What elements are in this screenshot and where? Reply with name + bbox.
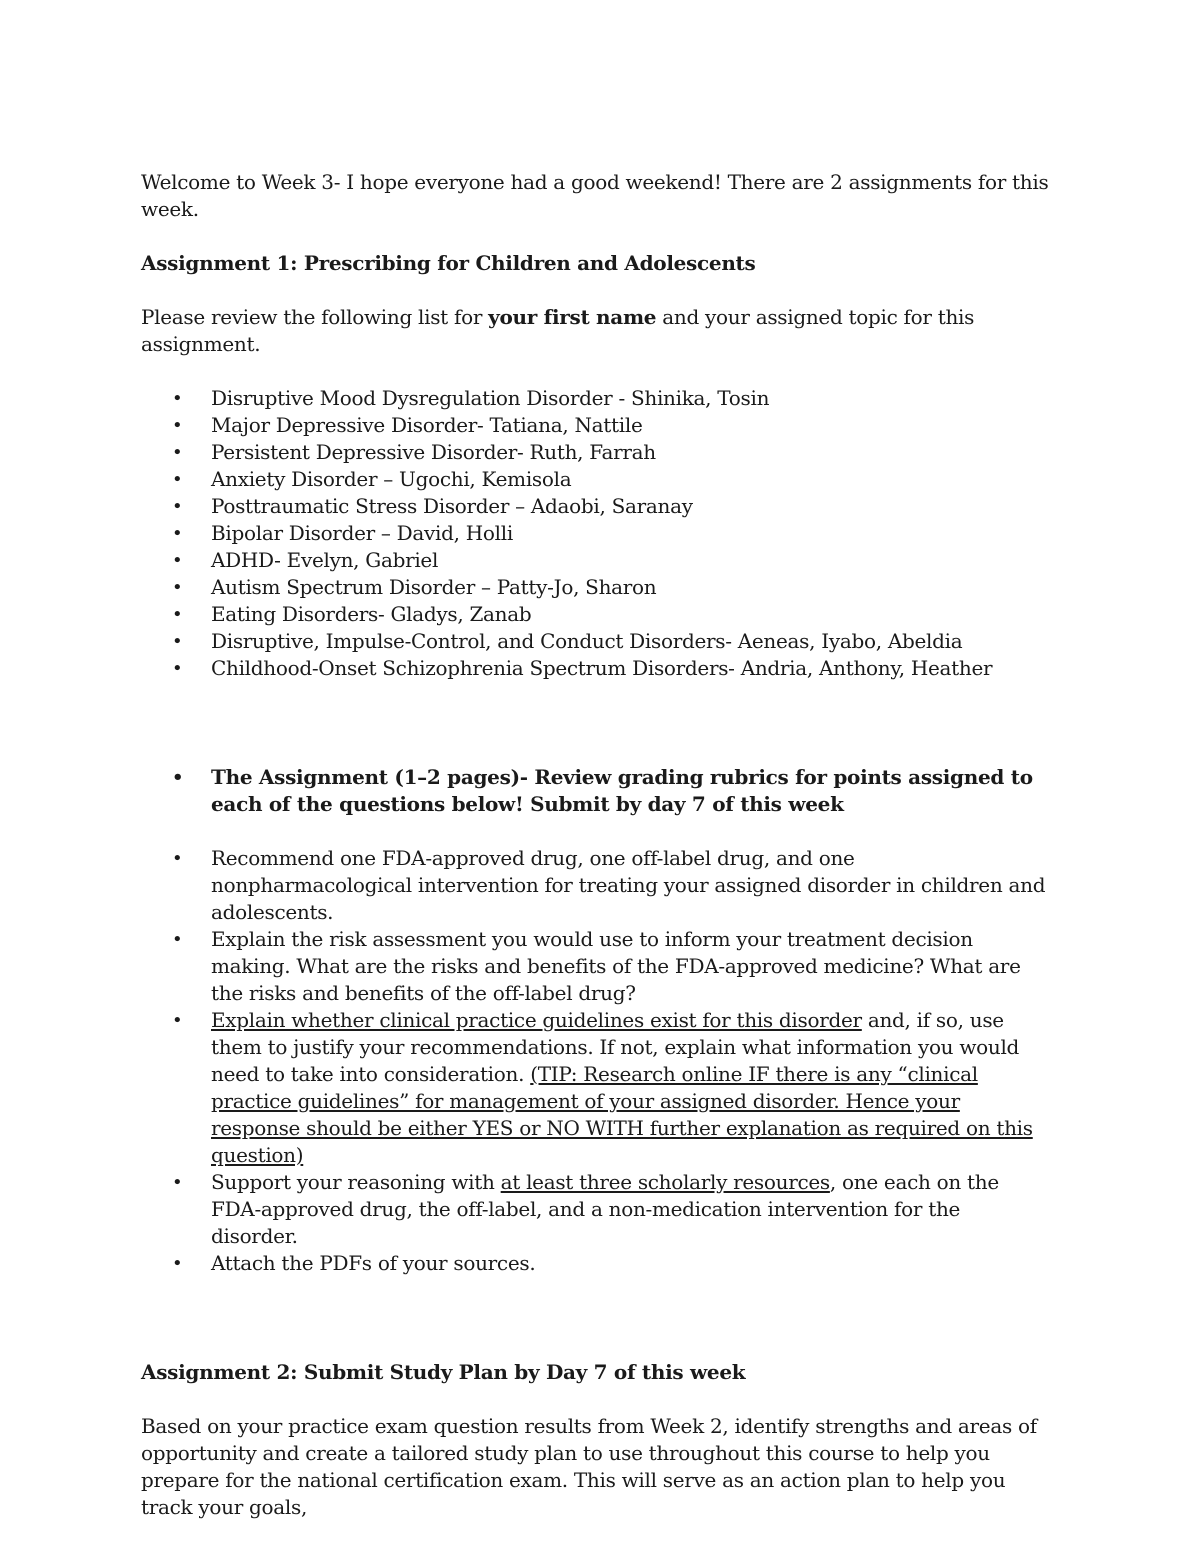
assignment2-body: Based on your practice exam question results from Week 2, identify strengths and areas of opportunity and create a tailored study plan to use throughout this course to help you prepare for the national certification exam. This will serve as an action plan to help you track your goals, (141, 1414, 1037, 1519)
topic-text: Disruptive Mood Dysregulation Disorder - Shinika, Tosin (211, 386, 770, 410)
requirement-tip-text: (TIP: Research online IF there is any “clinical practice guidelines” for management of your assigned disorder. Hence your response should be either YES or NO WITH further explanation as required on this question) (211, 1062, 1033, 1167)
bullet-icon: • (172, 415, 183, 436)
bullet-icon: • (172, 442, 183, 463)
review-suffix: and your assigned topic for this assignment. (141, 305, 975, 356)
list-item (141, 439, 1050, 466)
topic-text: Disruptive, Impulse-Control, and Conduct Disorders- Aeneas, Iyabo, Abeldia (211, 629, 963, 653)
assignment1-heading: Assignment 1: Prescribing for Children and Adolescents (141, 251, 756, 275)
topic-text: Childhood-Onset Schizophrenia Spectrum Disorders- Andria, Anthony, Heather (211, 656, 993, 680)
list-item (141, 1169, 1050, 1250)
bullet-icon: • (172, 658, 183, 679)
assignment-task-heading-list (141, 764, 1050, 818)
topic-text: Anxiety Disorder – Ugochi, Kemisola (211, 467, 572, 491)
bullet-icon: • (172, 523, 183, 544)
list-item (141, 493, 1050, 520)
list-item (141, 764, 1050, 818)
bullet-icon: • (172, 929, 183, 950)
list-item (141, 385, 1050, 412)
list-item (141, 845, 1050, 926)
bullet-icon: • (172, 1172, 183, 1193)
requirement-underlined-text: Explain whether clinical practice guidelines exist for this disorder (211, 1008, 862, 1032)
requirement-text: Recommend one FDA-approved drug, one off-label drug, and one nonpharmacological intervention for treating your assigned disorder in children and adolescents. (211, 846, 1046, 924)
list-item (141, 655, 1050, 682)
bullet-icon: • (172, 1253, 183, 1274)
topic-text: Autism Spectrum Disorder – Patty-Jo, Sharon (211, 575, 657, 599)
topic-text: Persistent Depressive Disorder- Ruth, Farrah (211, 440, 656, 464)
list-item (141, 412, 1050, 439)
bullet-icon: • (172, 577, 183, 598)
requirement-text: Explain the risk assessment you would use to inform your treatment decision making. What are the risks and benefits of the FDA-approved medicine? What are the risks and benefits of the off-label drug? (211, 927, 1021, 1005)
list-item (141, 547, 1050, 574)
list-item (141, 1007, 1050, 1169)
list-item (141, 574, 1050, 601)
review-instructions (141, 304, 1050, 358)
list-item (141, 628, 1050, 655)
bullet-icon: • (172, 496, 183, 517)
topic-text: ADHD- Evelyn, Gabriel (211, 548, 439, 572)
requirement-text: and, if so, use them to justify your recommendations. If not, explain what information you would need to take into consideration. (211, 1008, 1020, 1086)
bullet-icon: • (172, 631, 183, 652)
bullet-icon: • (172, 604, 183, 625)
topic-text: Major Depressive Disorder- Tatiana, Nattile (211, 413, 643, 437)
bullet-icon: • (172, 848, 183, 869)
intro-paragraph: Welcome to Week 3- I hope everyone had a good weekend! There are 2 assignments for this week. (141, 170, 1049, 221)
topic-text: Posttraumatic Stress Disorder – Adaobi, Saranay (211, 494, 693, 518)
list-item (141, 601, 1050, 628)
bullet-icon: • (172, 767, 184, 788)
list-item (141, 466, 1050, 493)
topic-text: Bipolar Disorder – David, Holli (211, 521, 513, 545)
list-item (141, 520, 1050, 547)
review-prefix: Please review the following list for (141, 305, 489, 329)
requirement-text: Attach the PDFs of your sources. (211, 1251, 536, 1275)
bullet-icon: • (172, 388, 183, 409)
assignment2-heading: Assignment 2: Submit Study Plan by Day 7 of this week (141, 1360, 746, 1384)
requirement-underlined-text: at least three scholarly resources (500, 1170, 830, 1194)
list-item (141, 926, 1050, 1007)
review-bold-text: your first name (488, 305, 657, 329)
topic-list (141, 385, 1050, 682)
requirements-list (141, 845, 1050, 1277)
bullet-icon: • (172, 550, 183, 571)
requirement-text: , one each on the FDA-approved drug, the off-label, and a non-medication intervention for the disorder. (211, 1170, 999, 1248)
requirement-text: Support your reasoning with (211, 1170, 501, 1194)
list-item (141, 1250, 1050, 1277)
task-heading-text: The Assignment (1–2 pages)- Review grading rubrics for points assigned to each of the questions below! Submit by day 7 of this week (211, 765, 1033, 816)
topic-text: Eating Disorders- Gladys, Zanab (211, 602, 532, 626)
bullet-icon: • (172, 469, 183, 490)
bullet-icon: • (172, 1010, 183, 1031)
